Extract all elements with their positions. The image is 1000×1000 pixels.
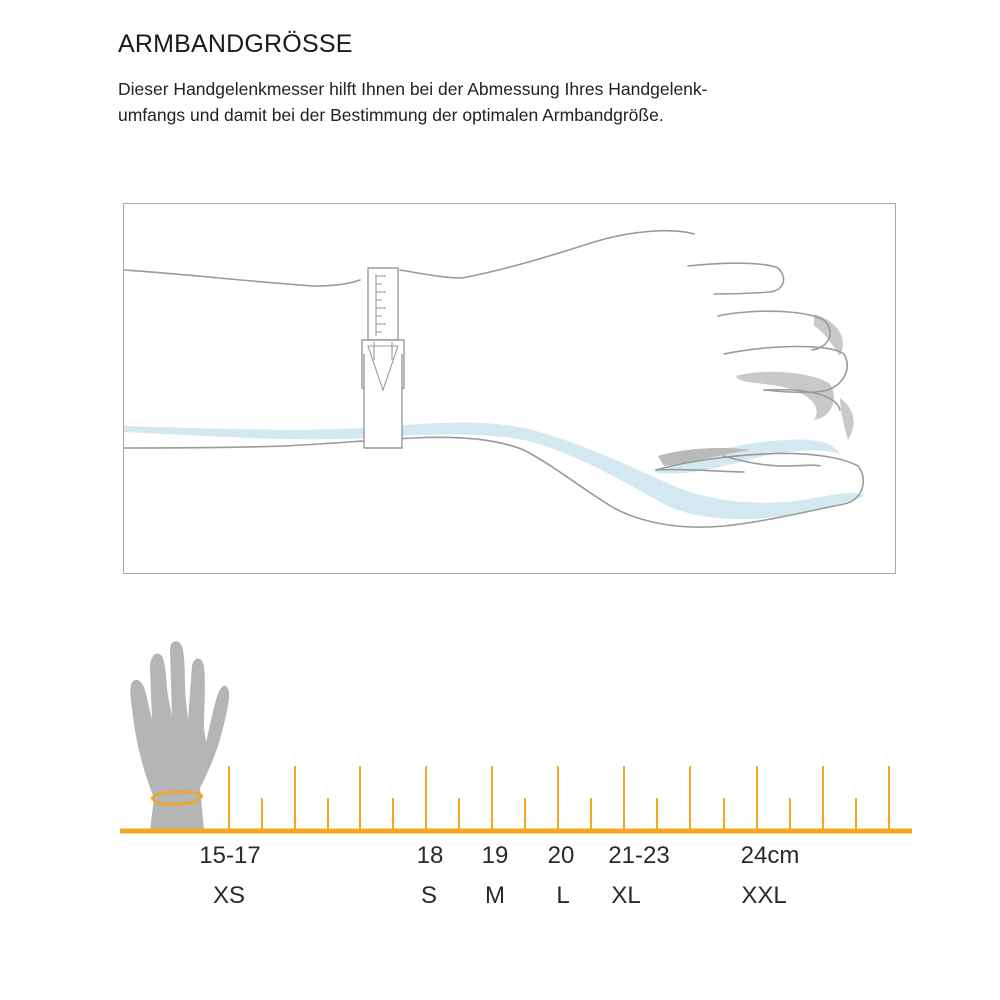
wrist-measurer-illustration [123,203,896,574]
size-number-label: 15-17 [199,842,261,869]
size-number-label: 21-23 [608,842,670,869]
size-letter-label: M [485,882,505,909]
intro-line-2: umfangs und damit bei der Bestimmung der optimalen Armbandgröße. [118,105,664,125]
size-scale [0,620,1000,940]
intro-text [118,76,878,128]
size-letter-label: XS [212,882,246,909]
size-letter-label: XXL [741,882,787,909]
size-number-label: 20 [547,842,575,869]
intro-line-1: Dieser Handgelenkmesser hilft Ihnen bei der Abmessung Ihres Handgelenk- [118,79,708,99]
size-letter-label: XL [611,882,641,909]
raised-hand-with-bracelet-icon [130,641,229,830]
size-number-label: 18 [416,842,444,869]
arm-with-wrist-measurer-icon [124,204,896,574]
size-letter-label: S [420,882,438,909]
size-number-label: 24cm [740,842,800,869]
size-letter-label: L [556,882,570,909]
page-title: ARMBANDGRÖSSE [118,30,353,58]
size-number-label: 19 [481,842,509,869]
